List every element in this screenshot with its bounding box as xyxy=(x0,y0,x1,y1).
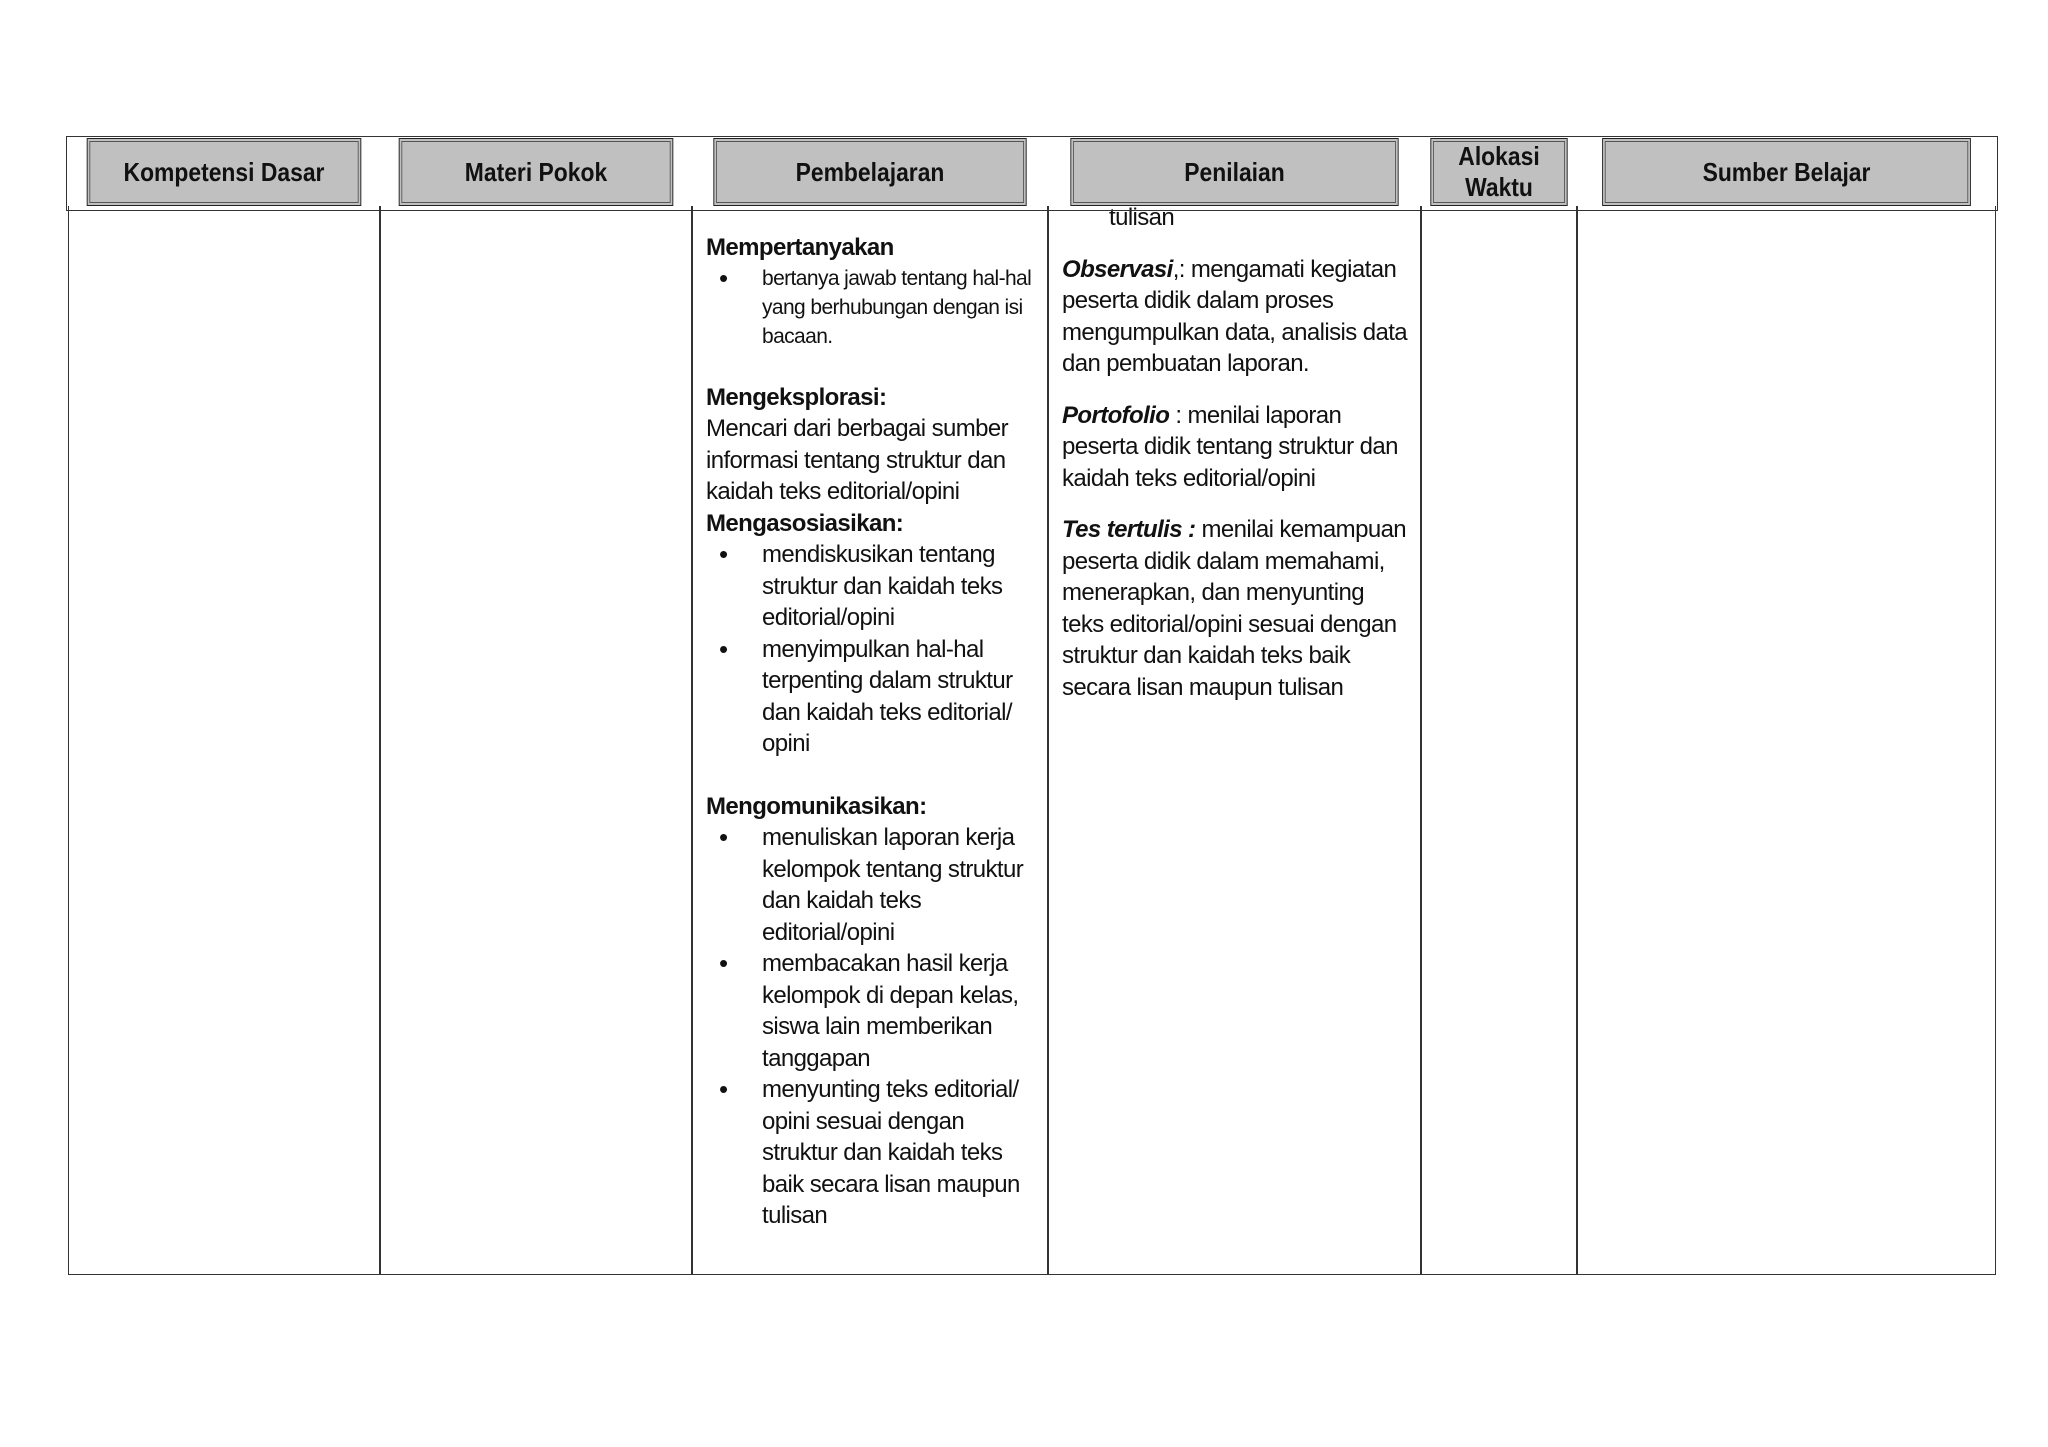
observasi-label: Observasi xyxy=(1062,255,1173,283)
cell-sumber-belajar xyxy=(1577,206,1996,1275)
mengeksplorasi-heading: Mengeksplorasi: xyxy=(706,383,887,411)
table-row xyxy=(68,206,1996,1275)
mengomunikasikan-list xyxy=(706,822,1037,1232)
tes-tertulis-paragraph xyxy=(1062,514,1408,703)
cell-penilaian xyxy=(1048,206,1421,1275)
cell-kompetensi-dasar xyxy=(68,206,380,1275)
mempertanyakan-heading: Mempertanyakan xyxy=(706,234,894,261)
mengeksplorasi-text: Mencari dari berbagai sumber informasi tentang struktur dan kaidah teks editorial/opini xyxy=(706,415,1009,505)
header-penilaian: Penilaian xyxy=(1070,138,1398,206)
penilaian-continued-text: tulisan xyxy=(1109,204,1175,231)
table-header-row xyxy=(68,138,1996,206)
header-pembelajaran: Pembelajaran xyxy=(713,138,1026,206)
syllabus-table xyxy=(68,138,1996,1275)
list-item: • menyunting teks editorial/ opini sesuai dengan struktur dan kaidah teks baik secara lisan maupun tulisan xyxy=(706,1074,1037,1232)
list-item: • membacakan hasil kerja kelompok di depan kelas, siswa lain memberikan tanggapan xyxy=(706,948,1037,1074)
portofolio-paragraph xyxy=(1062,400,1408,495)
portofolio-text: : menilai laporan peserta didik tentang struktur dan kaidah teks editorial/opini xyxy=(1062,401,1398,492)
observasi-paragraph xyxy=(1062,254,1408,380)
list-item: • menuliskan laporan kerja kelompok tentang struktur dan kaidah teks editorial/opini xyxy=(706,822,1037,948)
mengasosiasikan-heading: Mengasosiasikan: xyxy=(706,509,904,537)
portofolio-label: Portofolio xyxy=(1062,401,1170,429)
header-materi-pokok: Materi Pokok xyxy=(399,138,674,206)
header-sumber-belajar: Sumber Belajar xyxy=(1602,138,1971,206)
cell-pembelajaran xyxy=(692,206,1048,1275)
list-item: • menyimpulkan hal-hal terpenting dalam struktur dan kaidah teks editorial/ opini xyxy=(706,634,1037,760)
mempertanyakan-list xyxy=(706,264,1037,351)
list-item: • bertanya jawab tentang hal-hal yang berhubungan dengan isi bacaan. xyxy=(706,264,1037,351)
mengomunikasikan-heading: Mengomunikasikan: xyxy=(706,792,927,820)
cell-materi-pokok xyxy=(380,206,692,1275)
mengasosiasikan-list xyxy=(706,539,1037,760)
list-item: • mendiskusikan tentang struktur dan kaidah teks editorial/opini xyxy=(706,539,1037,634)
tes-tertulis-label: Tes tertulis : xyxy=(1062,516,1196,543)
observasi-text: ,: mengamati kegiatan peserta didik dalam proses mengumpulkan data, analisis data dan pembuatan laporan. xyxy=(1062,255,1408,377)
cell-alokasi-waktu xyxy=(1421,206,1577,1275)
header-kompetensi-dasar: Kompetensi Dasar xyxy=(87,138,362,206)
tes-tertulis-text: menilai kemampuan peserta didik dalam memahami, menerapkan, dan menyunting teks editorial/opini sesuai dengan struktur dan kaidah teks baik secara lisan maupun tulisan xyxy=(1062,516,1407,701)
header-alokasi-waktu: Alokasi Waktu xyxy=(1430,138,1567,206)
